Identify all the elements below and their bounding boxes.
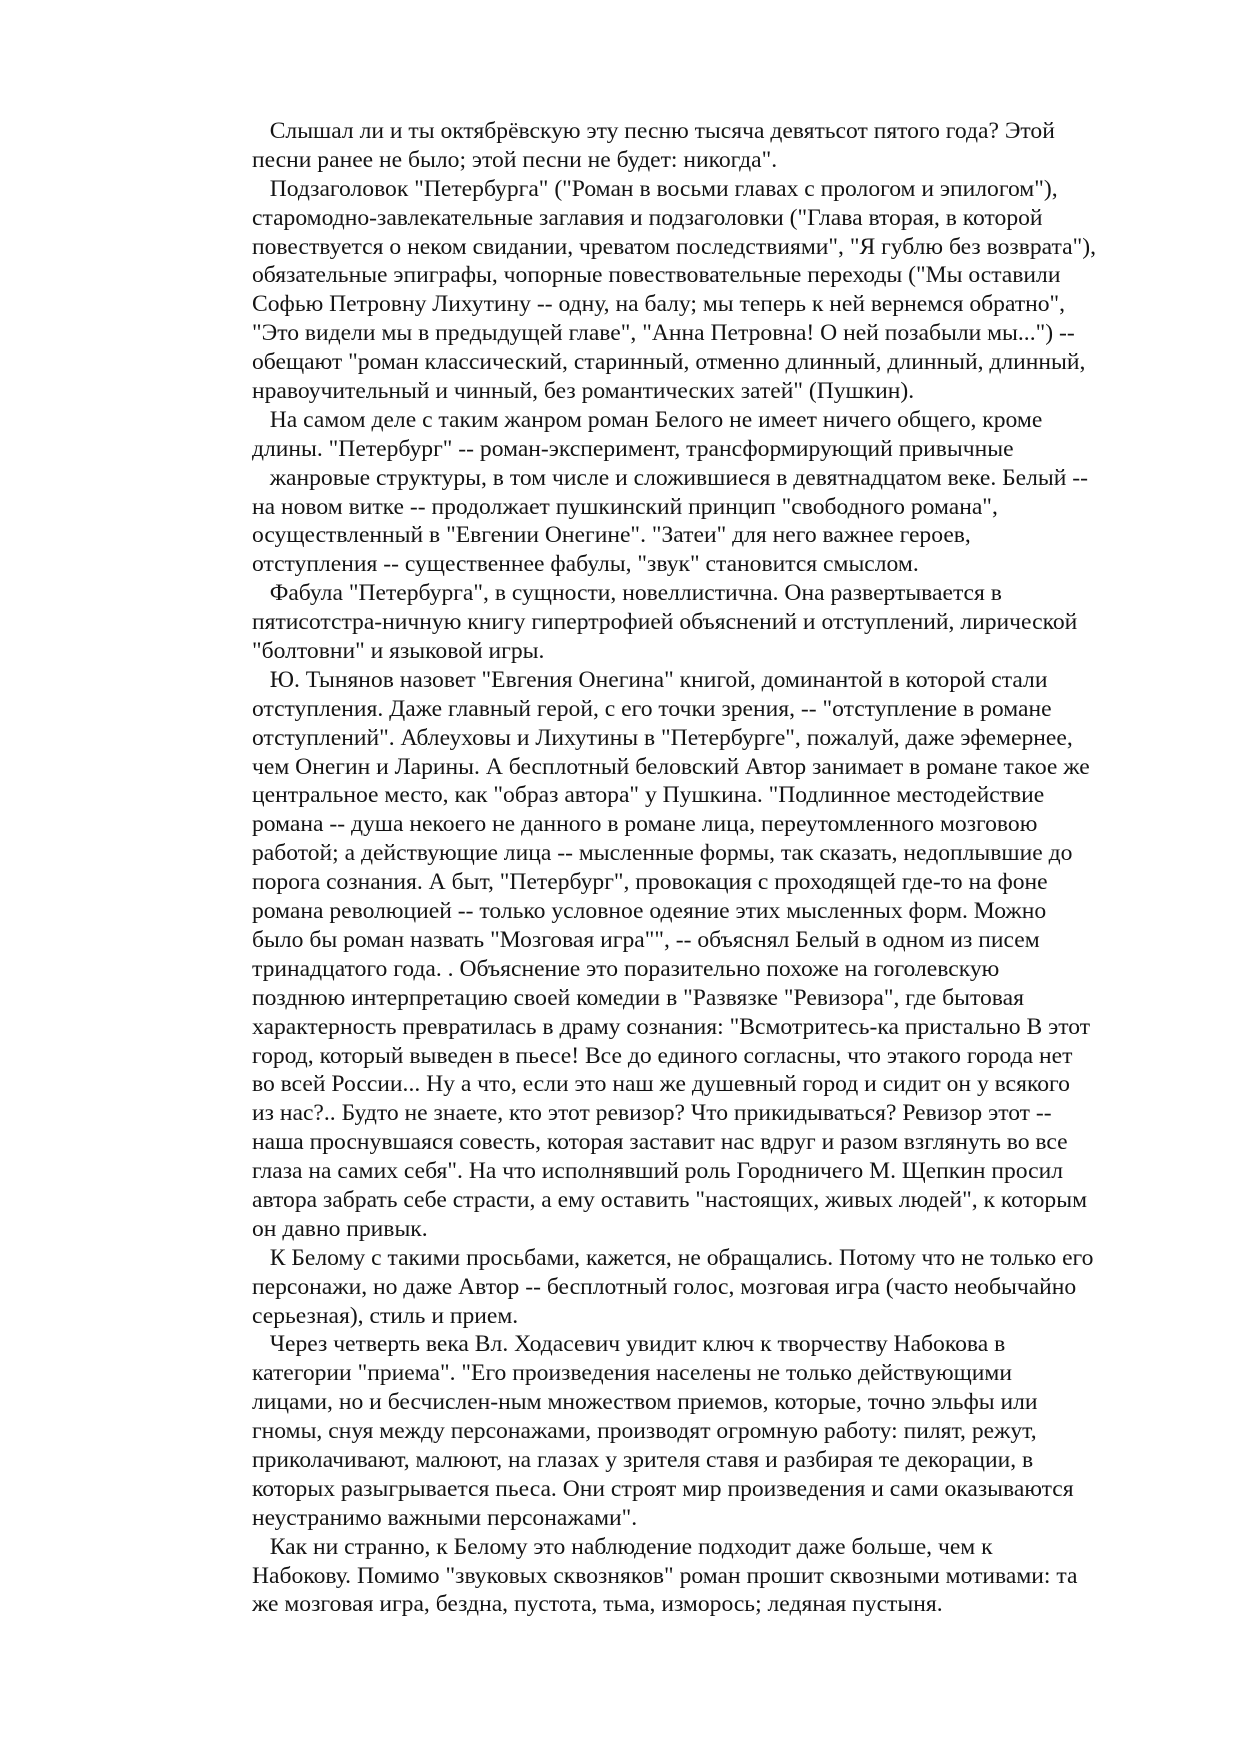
text-line: порога сознания. А быт, "Петербург", провокация с проходящей где-то на фоне [252, 869, 1048, 896]
text-line: длины. "Петербург" -- роман-эксперимент, трансформирующий привычные [252, 435, 1014, 462]
text-line: тринадцатого года. . Объяснение это поразительно похоже на гоголевскую [252, 955, 1000, 982]
text-line: во всей России... Ну а что, если это наш же душевный город и сидит он у всякого [252, 1071, 1070, 1098]
text-line: обещают "роман классический, старинный, отменно длинный, длинный, длинный, [252, 349, 1086, 376]
text-line: же мозговая игра, бездна, пустота, тьма, изморось; ледяная пустыня. [252, 1591, 943, 1618]
text-line: песни ранее не было; этой песни не будет: никогда". [252, 146, 778, 173]
text-line: "болтовни" и языковой игры. [252, 638, 545, 665]
text-line: Набокову. Помимо "звуковых сквозняков" роман прошит сквозными мотивами: та [252, 1562, 1078, 1589]
text-line: отступления -- существеннее фабулы, "звук" становится смыслом. [252, 551, 919, 578]
text-line: наша проснувшаяся совесть, которая заставит нас вдруг и разом взглянуть во все [252, 1129, 1068, 1156]
text-line: город, который выведен в пьесе! Все до единого согласны, что этакого города нет [252, 1042, 1073, 1069]
text-line: чем Онегин и Ларины. А бесплотный беловский Автор занимает в романе такое же [252, 753, 1090, 780]
text-line: глаза на самих себя". На что исполнявший роль Городничего М. Щепкин просил [252, 1158, 1064, 1185]
text-line: характерность превратилась в драму сознания: "Всмотритесь-ка пристально В этот [252, 1013, 1091, 1040]
text-line: отступления. Даже главный герой, с его точки зрения, -- "отступление в романе [252, 695, 1052, 722]
text-line: Как ни странно, к Белому это наблюдение подходит даже больше, чем к [252, 1533, 993, 1560]
text-line: пятисотстра-ничную книгу гипертрофией объяснений и отступлений, лирической [252, 609, 1078, 636]
text-line: работой; а действующие лица -- мысленные формы, так сказать, недоплывшие до [252, 840, 1073, 867]
body-text [252, 117, 1152, 1619]
text-line: категории "приема". "Его произведения населены не только действующими [252, 1360, 1012, 1387]
text-line: На самом деле с таким жанром роман Белого не имеет ничего общего, кроме [252, 406, 1043, 433]
text-line: повествуется о неком свидании, чреватом последствиями", "Я гублю без возврата"), [252, 233, 1096, 260]
text-line: персонажи, но даже Автор -- бесплотный голос, мозговая игра (часто необычайно [252, 1273, 1077, 1300]
text-line: Слышал ли и ты октябрёвскую эту песню тысяча девятьсот пятого года? Этой [252, 118, 1055, 144]
text-line: романа -- душа некоего не данного в романе лица, переутомленного мозговою [252, 811, 1038, 838]
text-line: из нас?.. Будто не знаете, кто этот ревизор? Что прикидываться? Ревизор этот -- [252, 1100, 1052, 1127]
text-line: гномы, снуя между персонажами, производят огромную работу: пилят, режут, [252, 1418, 1037, 1445]
text-line: осуществленный в "Евгении Онегине". "Затеи" для него важнее героев, [252, 522, 971, 549]
text-line: центральное место, как "образ автора" у Пушкина. "Подлинное местодействие [252, 782, 1045, 809]
text-line: Фабула "Петербурга", в сущности, новеллистична. Она развертывается в [252, 580, 1002, 607]
text-line: Ю. Тынянов назовет "Евгения Онегина" книгой, доминантой в которой стали [252, 666, 1048, 693]
text-line: Подзаголовок "Петербурга" ("Роман в восьми главах с прологом и эпилогом"), [252, 175, 1058, 202]
text-line: которых разыгрывается пьеса. Они строят мир произведения и сами оказываются [252, 1475, 1074, 1502]
text-line: Через четверть века Вл. Ходасевич увидит ключ к творчеству Набокова в [252, 1331, 1006, 1358]
text-line: приколачивают, малюют, на глазах у зрителя ставя и разбирая те декорации, в [252, 1446, 1034, 1473]
text-line: К Белому с такими просьбами, кажется, не обращались. Потому что не только его [252, 1244, 1094, 1271]
text-line: на новом витке -- продолжает пушкинский принцип "свободного романа", [252, 493, 998, 520]
text-line: старомодно-завлекательные заглавия и подзаголовки ("Глава вторая, в которой [252, 204, 1043, 231]
text-line: серьезная), стиль и прием. [252, 1302, 519, 1329]
text-line: он давно привык. [252, 1215, 428, 1242]
text-line: романа революцией -- только условное одеяние этих мысленных форм. Можно [252, 898, 1047, 925]
text-line: обязательные эпиграфы, чопорные повествовательные переходы ("Мы оставили [252, 262, 1061, 289]
text-line: Софью Петровну Лихутину -- одну, на балу; мы теперь к ней вернемся обратно", [252, 291, 1066, 318]
text-line: "Это видели мы в предыдущей главе", "Анна Петровна! О ней позабыли мы...") -- [252, 320, 1075, 347]
text-line: позднюю интерпретацию своей комедии в "Развязке "Ревизора", где бытовая [252, 984, 1024, 1011]
text-line: лицами, но и бесчислен-ным множеством приемов, которые, точно эльфы или [252, 1389, 1038, 1416]
text-line: отступлений". Аблеуховы и Лихутины в "Петербурге", пожалуй, даже эфемернее, [252, 724, 1073, 751]
text-line: нравоучительный и чинный, без романтических затей" (Пушкин). [252, 378, 915, 405]
text-line: автора забрать себе страсти, а ему оставить "настоящих, живых людей", к которым [252, 1186, 1088, 1213]
text-line: неустранимо важными персонажами". [252, 1504, 638, 1531]
text-line: было бы роман назвать "Мозговая игра"", -- объяснял Белый в одном из писем [252, 926, 1040, 953]
text-line: жанровые структуры, в том числе и сложившиеся в девятнадцатом веке. Белый -- [252, 464, 1089, 491]
